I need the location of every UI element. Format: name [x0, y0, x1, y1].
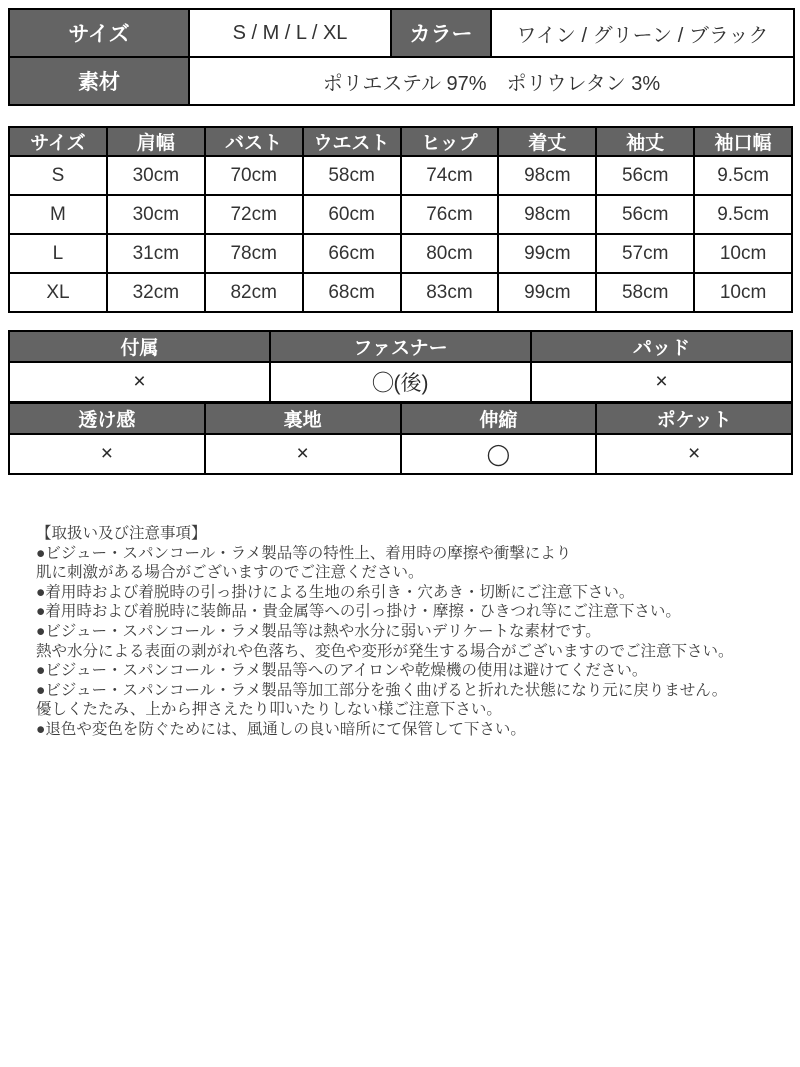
- accessory-value: ×: [9, 362, 270, 402]
- spec-table: [8, 8, 795, 106]
- col-header-sleeve: 袖丈: [596, 127, 694, 156]
- pocket-label: ポケット: [596, 403, 792, 434]
- measurement-cell: 66cm: [303, 234, 401, 273]
- measurement-cell: 74cm: [401, 156, 499, 195]
- measurement-cell: 99cm: [498, 273, 596, 312]
- lining-value: ×: [205, 434, 401, 474]
- material-value: ポリエステル 97% ポリウレタン 3%: [189, 57, 794, 105]
- fastener-label: ファスナー: [270, 331, 531, 362]
- notes-line: ●ビジュー・スパンコール・ラメ製品等は熱や水分に弱いデリケートな素材です。: [36, 622, 601, 640]
- measurement-cell: 56cm: [596, 195, 694, 234]
- measurement-cell: 68cm: [303, 273, 401, 312]
- measurement-cell: 30cm: [107, 195, 205, 234]
- notes-line: ●退色や変色を防ぐためには、風通しの良い暗所にて保管して下さい。: [36, 720, 526, 738]
- col-header-waist: ウエスト: [303, 127, 401, 156]
- features2-value-row: [9, 434, 792, 474]
- measurement-cell: 78cm: [205, 234, 303, 273]
- measurement-cell: 80cm: [401, 234, 499, 273]
- col-header-size: サイズ: [9, 127, 107, 156]
- measurement-cell: 99cm: [498, 234, 596, 273]
- fastener-value: ◯(後): [270, 362, 531, 402]
- features1-value-row: [9, 362, 792, 402]
- notes-line: 優しくたたみ、上から押さえたり叩いたりしない様ご注意下さい。: [36, 701, 502, 719]
- color-value: ワイン / グリーン / ブラック: [491, 9, 794, 57]
- measurement-cell: 72cm: [205, 195, 303, 234]
- col-header-shoulder: 肩幅: [107, 127, 205, 156]
- notes-line: ●ビジュー・スパンコール・ラメ製品等の特性上、着用時の摩擦や衝撃により: [36, 544, 572, 562]
- notes-title: 【取扱い及び注意事項】: [36, 525, 207, 542]
- measurement-cell: 9.5cm: [694, 156, 792, 195]
- size-label: サイズ: [9, 9, 189, 57]
- handling-notes: [36, 524, 784, 740]
- measurement-cell: 32cm: [107, 273, 205, 312]
- pad-label: パッド: [531, 331, 792, 362]
- size-cell: S: [9, 156, 107, 195]
- measurement-cell: 9.5cm: [694, 195, 792, 234]
- notes-line: 肌に刺激がある場合がございますのでご注意ください。: [36, 564, 424, 582]
- measurement-cell: 58cm: [303, 156, 401, 195]
- notes-line: ●ビジュー・スパンコール・ラメ製品等加工部分を強く曲げると折れた状態になり元に戻りません。: [36, 681, 728, 699]
- col-header-bust: バスト: [205, 127, 303, 156]
- sheerness-value: ×: [9, 434, 205, 474]
- stretch-label: 伸縮: [401, 403, 597, 434]
- stretch-value: ◯: [401, 434, 597, 474]
- table-row: [9, 273, 792, 312]
- size-cell: L: [9, 234, 107, 273]
- size-cell: M: [9, 195, 107, 234]
- measurement-cell: 57cm: [596, 234, 694, 273]
- measurement-cell: 98cm: [498, 156, 596, 195]
- measurement-cell: 76cm: [401, 195, 499, 234]
- size-cell: XL: [9, 273, 107, 312]
- material-label: 素材: [9, 57, 189, 105]
- accessory-label: 付属: [9, 331, 270, 362]
- measurement-cell: 10cm: [694, 234, 792, 273]
- table-row: [9, 156, 792, 195]
- features2-header-row: [9, 403, 792, 434]
- measurement-cell: 70cm: [205, 156, 303, 195]
- col-header-hip: ヒップ: [401, 127, 499, 156]
- measurements-table: [8, 126, 793, 313]
- measurement-cell: 58cm: [596, 273, 694, 312]
- notes-line: ●着用時および着脱時に装飾品・貴金属等への引っ掛け・摩擦・ひきつれ等にご注意下さい。: [36, 603, 681, 621]
- measurement-cell: 82cm: [205, 273, 303, 312]
- measurement-cell: 60cm: [303, 195, 401, 234]
- measurements-header-row: [9, 127, 792, 156]
- features1-header-row: [9, 331, 792, 362]
- lining-label: 裏地: [205, 403, 401, 434]
- pocket-value: ×: [596, 434, 792, 474]
- table-row: [9, 195, 792, 234]
- notes-line: 熱や水分による表面の剥がれや色落ち、変色や変形が発生する場合がございますのでご注意下さい。: [36, 642, 734, 660]
- measurement-cell: 31cm: [107, 234, 205, 273]
- measurement-cell: 98cm: [498, 195, 596, 234]
- pad-value: ×: [531, 362, 792, 402]
- spec-row-material: [9, 57, 794, 105]
- notes-line: ●着用時および着脱時の引っ掛けによる生地の糸引き・穴あき・切断にご注意下さい。: [36, 583, 635, 601]
- col-header-cuff: 袖口幅: [694, 127, 792, 156]
- sheerness-label: 透け感: [9, 403, 205, 434]
- features-table-1: [8, 330, 793, 403]
- color-label: カラー: [391, 9, 491, 57]
- measurement-cell: 83cm: [401, 273, 499, 312]
- table-row: [9, 234, 792, 273]
- size-value: S / M / L / XL: [189, 9, 391, 57]
- spec-row-size-color: [9, 9, 794, 57]
- notes-line: ●ビジュー・スパンコール・ラメ製品等へのアイロンや乾燥機の使用は避けてください。: [36, 662, 648, 680]
- measurement-cell: 10cm: [694, 273, 792, 312]
- features-table-2: [8, 402, 793, 475]
- measurement-cell: 56cm: [596, 156, 694, 195]
- col-header-length: 着丈: [498, 127, 596, 156]
- measurement-cell: 30cm: [107, 156, 205, 195]
